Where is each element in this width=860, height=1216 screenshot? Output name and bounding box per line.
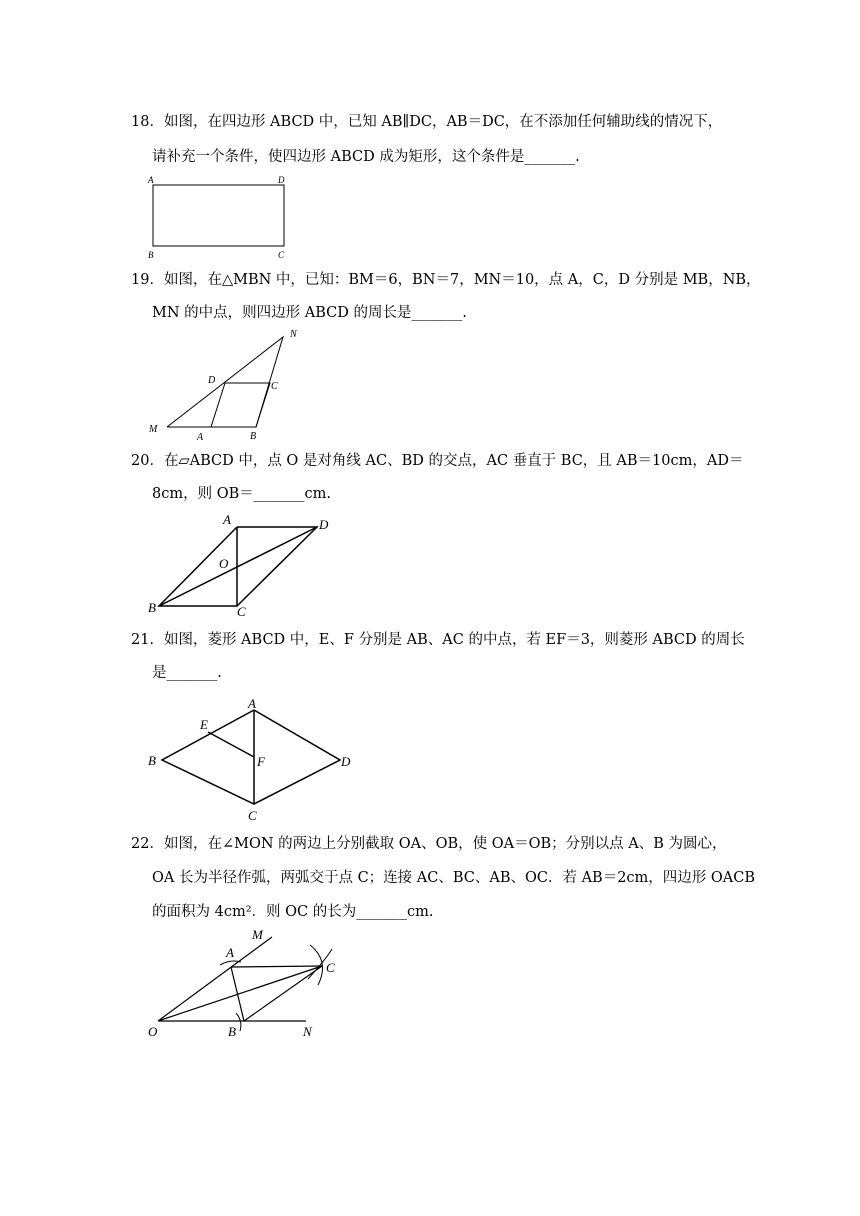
label-d: D bbox=[319, 517, 329, 532]
ray-om bbox=[158, 937, 272, 1021]
label-c: C bbox=[326, 960, 335, 975]
figure-22-angle-construction bbox=[140, 925, 360, 1045]
label-a: A bbox=[226, 945, 234, 960]
triangle-mbn bbox=[167, 337, 283, 427]
label-a: A bbox=[223, 512, 231, 527]
label-e: E bbox=[200, 717, 208, 732]
question-22-line-1: 22．如图，在∠MON 的两边上分别截取 OA、OB，使 OA＝OB；分别以点 A、B 为圆心， bbox=[131, 836, 727, 852]
arc-at-b bbox=[236, 1013, 241, 1031]
segment-ab bbox=[231, 967, 244, 1021]
label-d: D bbox=[208, 375, 216, 386]
diagonal-bd bbox=[159, 527, 317, 606]
label-o: O bbox=[219, 556, 229, 571]
segment-ef bbox=[208, 732, 254, 757]
rectangle-abcd bbox=[153, 185, 284, 246]
label-c: C bbox=[237, 604, 246, 619]
question-21-line-2: 是_______. bbox=[152, 665, 222, 681]
label-b: B bbox=[148, 250, 154, 260]
label-m: M bbox=[252, 927, 263, 942]
question-18-line-1: 18．如图，在四边形 ABCD 中，已知 AB∥DC，AB＝DC，在不添加任何辅助线的情况下， bbox=[131, 114, 723, 130]
label-c: C bbox=[271, 381, 278, 392]
segment-ac bbox=[231, 966, 322, 967]
label-o: O bbox=[148, 1024, 158, 1039]
question-22-line-3: 的面积为 4cm²．则 OC 的长为_______cm. bbox=[152, 904, 434, 920]
question-19-line-2: MN 的中点，则四边形 ABCD 的周长是_______. bbox=[152, 305, 467, 321]
label-a: A bbox=[248, 696, 256, 711]
quadrilateral-abcd bbox=[211, 383, 270, 427]
label-b: B bbox=[228, 1024, 236, 1039]
question-21-line-1: 21．如图，菱形 ABCD 中，E、F 分别是 AB、AC 的中点，若 EF＝3，则菱形 ABCD 的周长 bbox=[131, 632, 745, 648]
rhombus-abcd bbox=[162, 710, 340, 804]
question-22-line-2: OA 长为半径作弧，两弧交于点 C；连接 AC、BC、AB、OC．若 AB＝2cm，四边形 OACB bbox=[152, 870, 756, 886]
label-b: B bbox=[148, 600, 156, 615]
question-20-line-1: 20．在▱ABCD 中，点 O 是对角线 AC、BD 的交点，AC 垂直于 BC，且 AB＝10cm，AD＝ bbox=[131, 453, 744, 469]
figure-19-triangle bbox=[140, 325, 310, 445]
segment-oc bbox=[158, 966, 322, 1021]
label-b: B bbox=[250, 431, 257, 442]
label-m: M bbox=[149, 424, 158, 435]
label-b: B bbox=[148, 753, 156, 768]
label-c: C bbox=[278, 250, 285, 260]
label-a: A bbox=[197, 432, 204, 443]
question-20-line-2: 8cm，则 OB＝_______cm. bbox=[152, 486, 331, 502]
label-a: A bbox=[148, 175, 154, 185]
label-n: N bbox=[303, 1024, 312, 1039]
figure-18-rectangle bbox=[140, 170, 300, 262]
label-d: D bbox=[341, 754, 351, 769]
label-f: F bbox=[257, 754, 265, 769]
label-n: N bbox=[290, 329, 297, 340]
question-19-line-1: 19．如图，在△MBN 中，已知：BM＝6，BN＝7，MN＝10，点 A，C，D 分别是 MB，NB， bbox=[131, 272, 761, 288]
question-18-line-2: 请补充一个条件，使四边形 ABCD 成为矩形，这个条件是_______. bbox=[152, 149, 580, 165]
arc-at-a bbox=[220, 961, 241, 965]
label-d: D bbox=[278, 175, 285, 185]
figure-21-rhombus bbox=[140, 694, 370, 824]
figure-20-parallelogram bbox=[140, 508, 340, 620]
label-c: C bbox=[248, 808, 257, 823]
segment-bc bbox=[244, 966, 322, 1021]
